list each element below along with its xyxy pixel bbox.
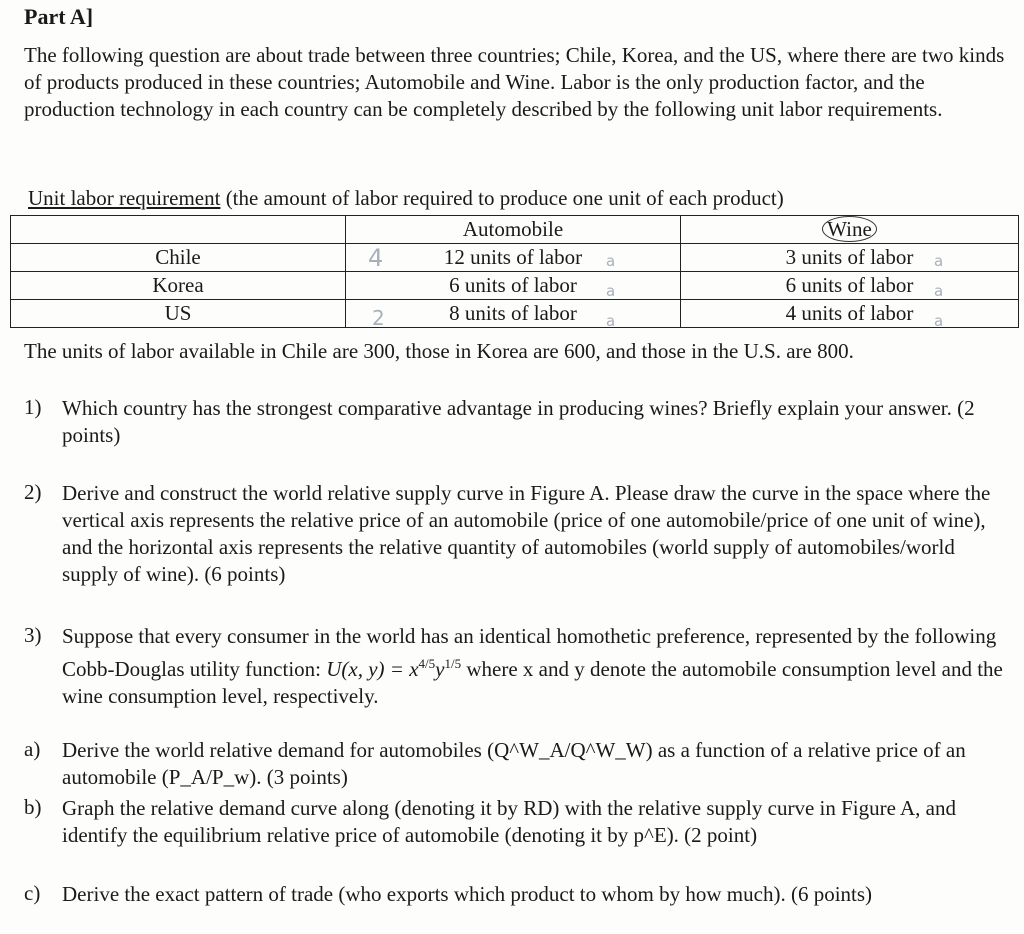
wine-header-label: Wine	[822, 216, 877, 242]
table-header-row	[11, 216, 1019, 244]
country-cell: Korea	[11, 272, 346, 300]
handwritten-note: a	[606, 252, 616, 270]
automobile-cell: 6 units of labor	[346, 272, 681, 300]
handwritten-mark-2: 2	[372, 306, 385, 330]
unit-labor-table	[10, 215, 1019, 328]
question-3-text-before: Suppose that every consumer in the world has an identical homothetic preference, represented by the following Cobb-Douglas utility function:	[62, 624, 997, 681]
table-caption	[28, 186, 784, 211]
intro-paragraph: The following question are about trade between three countries; Chile, Korea, and the US, where there are two kinds of products produced in these countries; Automobile and Wine. Labor is the only production factor, and the production technology in each country can be completely described by the following unit labor requirements.	[24, 43, 1005, 121]
question-3-text	[62, 623, 1012, 710]
country-cell: US	[11, 300, 346, 328]
handwritten-note: a	[934, 282, 944, 300]
question-2-number: 2)	[24, 480, 42, 504]
question-1-text: Which country has the strongest comparative advantage in producing wines? Briefly explain your answer. (2 points)	[62, 396, 975, 447]
question-3-number: 3)	[24, 623, 42, 647]
table-row	[11, 300, 1019, 328]
handwritten-note: a	[934, 312, 944, 330]
subquestion-b-label: b)	[24, 795, 42, 819]
labor-availability: The units of labor available in Chile are 300, those in Korea are 600, and those in the U.S. are 800.	[24, 339, 854, 363]
question-2-text: Derive and construct the world relative supply curve in Figure A. Please draw the curve in the space where the vertical axis represents the relative price of an automobile (price of one automobile/price of one unit of wine), and the horizontal axis represents the relative quantity of automobiles (world supply of automobiles/world supply of wine). (6 points)	[62, 481, 991, 586]
handwritten-note: a	[934, 252, 944, 270]
automobile-cell: 12 units of labor	[346, 244, 681, 272]
table-row	[11, 272, 1019, 300]
handwritten-mark-1: 4	[368, 244, 384, 272]
table-header-empty	[11, 216, 346, 244]
table-caption-underlined: Unit labor requirement	[28, 186, 221, 210]
table-caption-rest: (the amount of labor required to produce one unit of each product)	[220, 186, 784, 210]
wine-cell: 3 units of labor	[681, 244, 1019, 272]
question-3-text-after: where x and y denote the automobile consumption level and the wine consumption level, respectively.	[62, 657, 1003, 708]
subquestion-a-text: Derive the world relative demand for automobiles (Q^W_A/Q^W_W) as a function of a relative price of an automobile (P_A/P_w). (3 points)	[62, 738, 966, 789]
country-cell: Chile	[11, 244, 346, 272]
subquestion-b-text: Graph the relative demand curve along (denoting it by RD) with the relative supply curve in Figure A, and identify the equilibrium relative price of automobile (denoting it by p^E). (2 point)	[62, 796, 957, 847]
wine-cell: 6 units of labor	[681, 272, 1019, 300]
table-header-automobile: Automobile	[346, 216, 681, 244]
handwritten-note: a	[606, 282, 616, 300]
subquestion-c-label: c)	[24, 881, 41, 905]
table-header-wine	[681, 216, 1019, 244]
wine-cell: 4 units of labor	[681, 300, 1019, 328]
table-row	[11, 244, 1019, 272]
utility-function: U(x, $y) = x^{4/5}y^{1/5}$	[326, 656, 462, 681]
handwritten-note: a	[606, 312, 616, 330]
subquestion-c-text: Derive the exact pattern of trade (who exports which product to whom by how much). (6 points)	[62, 882, 873, 906]
subquestion-a-label: a)	[24, 737, 41, 761]
question-1-number: 1)	[24, 395, 42, 419]
automobile-cell: 8 units of labor	[346, 300, 681, 328]
part-title: Part A]	[24, 4, 94, 29]
